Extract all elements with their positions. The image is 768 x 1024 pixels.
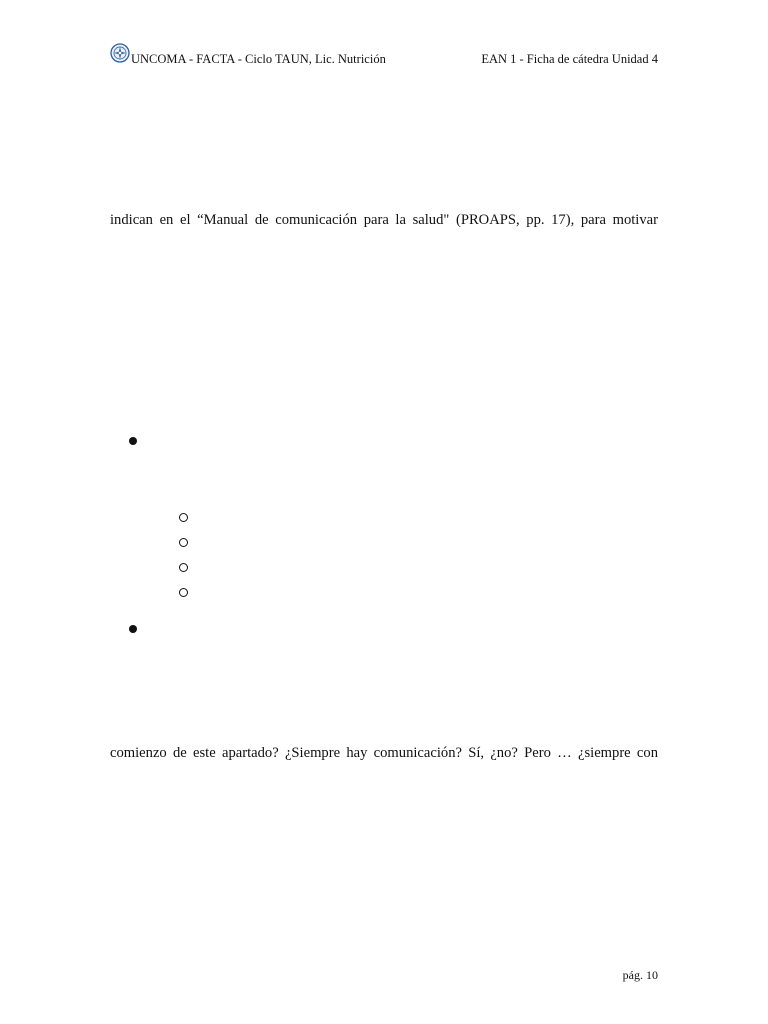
header-document-title: EAN 1 - Ficha de cátedra Unidad 4 [481,52,658,66]
page-number: pág. 10 [622,968,658,982]
hollow-circle-bullet-icon [179,588,188,597]
hollow-circle-bullet-icon [179,538,188,547]
university-seal-icon [110,43,130,63]
filled-disc-bullet-icon [129,437,137,445]
paragraph-line: comienzo de este apartado? ¿Siempre hay comunicación? Sí, ¿no? Pero … ¿siempre con [110,745,658,761]
filled-disc-bullet-icon [129,625,137,633]
page-header [110,44,658,66]
paragraph-line: indican en el “Manual de comunicación para la salud" (PROAPS, pp. 17), para motivar [110,212,658,228]
header-institution-text: UNCOMA - FACTA - Ciclo TAUN, Lic. Nutrición [131,52,386,66]
hollow-circle-bullet-icon [179,513,188,522]
hollow-circle-bullet-icon [179,563,188,572]
